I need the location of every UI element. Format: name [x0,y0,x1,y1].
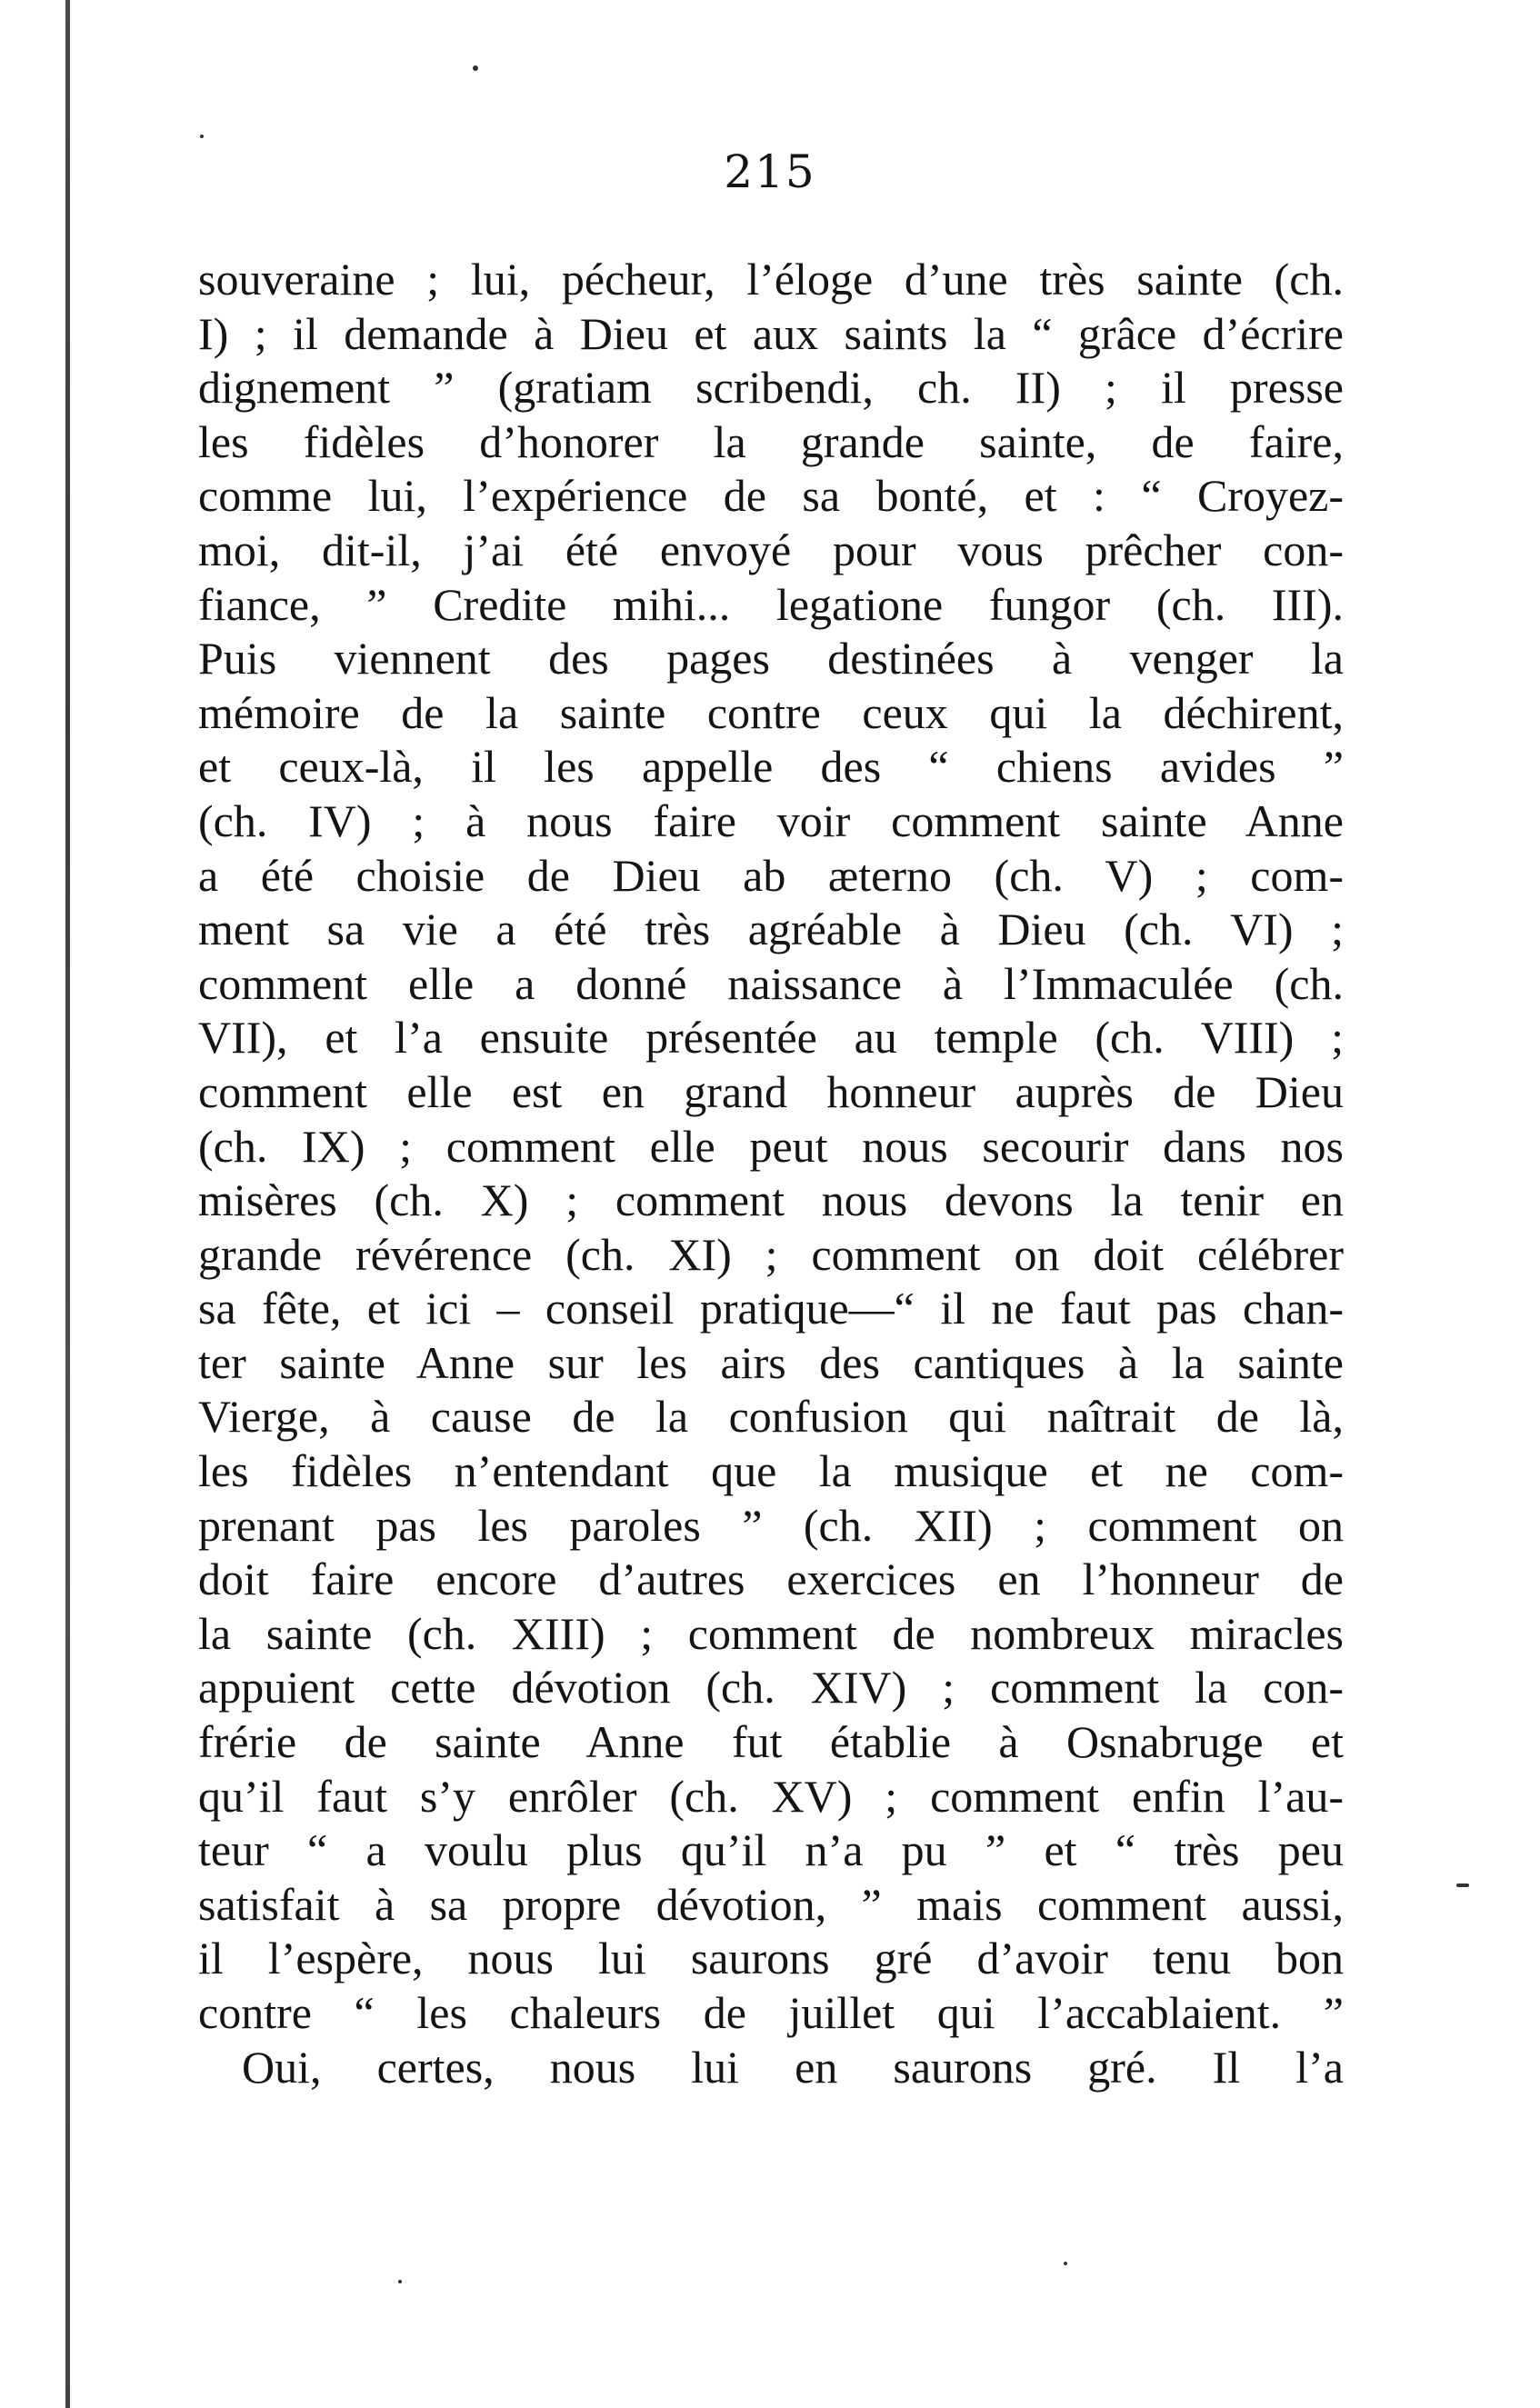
text-line: qu’il faut s’y enrôler (ch. XV) ; comment enfin l’au- [198,1770,1344,1822]
text-line: grande révérence (ch. XI) ; comment on doit célébrer [198,1228,1344,1280]
text-line: la sainte (ch. XIII) ; comment de nombreux miracles [198,1607,1344,1659]
text-line: il l’espère, nous lui saurons gré d’avoir tenu bon [198,1933,1344,1984]
text-line: Puis viennent des pages destinées à venger la [198,633,1344,684]
text-line: appuient cette dévotion (ch. XIV) ; comment la con- [198,1662,1344,1714]
text-line: ter sainte Anne sur les airs des cantiques à la sainte [198,1336,1344,1388]
text-line: comment elle a donné naissance à l’Immaculée (ch. [198,957,1344,1009]
paragraph-first-line: Oui, certes, nous lui en saurons gré. Il l’a [242,2041,1344,2093]
text-line: misères (ch. X) ; comment nous devons la tenir en [198,1174,1344,1226]
text-line: les fidèles d’honorer la grande sainte, de faire, [198,415,1344,467]
ink-speck [398,2280,402,2283]
text-line: ment sa vie a été très agréable à Dieu (ch. VI) ; [198,904,1344,955]
text-line: comment elle est en grand honneur auprès de Dieu [198,1065,1344,1117]
text-line: moi, dit-il, j’ai été envoyé pour vous prêcher con- [198,524,1344,575]
text-line: contre “ les chaleurs de juillet qui l’accablaient. ” [198,1987,1344,2038]
text-line: frérie de sainte Anne fut établie à Osnabruge et [198,1716,1344,1768]
text-line: Vierge, à cause de la confusion qui naîtrait de là, [198,1391,1344,1443]
text-line: a été choisie de Dieu ab æterno (ch. V) ; com- [198,849,1344,901]
text-line: VII), et l’a ensuite présentée au temple (ch. VIII) ; [198,1012,1344,1064]
text-line: satisfait à sa propre dévotion, ” mais comment aussi, [198,1878,1344,1930]
text-line: souveraine ; lui, pécheur, l’éloge d’une très sainte (ch. [198,254,1344,305]
text-line: (ch. IX) ; comment elle peut nous secourir dans nos [198,1120,1344,1172]
text-line: et ceux-là, il les appelle des “ chiens avides ” [198,741,1344,793]
text-line: I) ; il demande à Dieu et aux saints la “ grâce d’écrire [198,307,1344,359]
text-line: fiance, ” Credite mihi... legatione fungor (ch. III). [198,578,1344,630]
text-line: sa fête, et ici – conseil pratique—“ il ne faut pas chan- [198,1283,1344,1334]
ink-speck [1456,1883,1469,1887]
text-line: doit faire encore d’autres exercices en l’honneur de [198,1554,1344,1605]
ink-speck [473,65,478,71]
text-line: les fidèles n’entendant que la musique et ne com- [198,1445,1344,1497]
text-line: (ch. IV) ; à nous faire voir comment sainte Anne [198,794,1344,846]
text-line: comme lui, l’expérience de sa bonté, et : “ Croyez- [198,470,1344,522]
text-line: dignement ” (gratiam scribendi, ch. II) ; il presse [198,362,1344,414]
binding-edge-shadow [65,0,70,2408]
text-line: mémoire de la sainte contre ceux qui la déchirent, [198,686,1344,738]
text-line: prenant pas les paroles ” (ch. XII) ; comment on [198,1499,1344,1551]
ink-speck [200,135,204,138]
body-text [198,253,1344,2094]
ink-speck [1064,2262,1067,2265]
page-number: 215 [724,145,816,198]
text-line: teur “ a voulu plus qu’il n’a pu ” et “ très peu [198,1824,1344,1876]
